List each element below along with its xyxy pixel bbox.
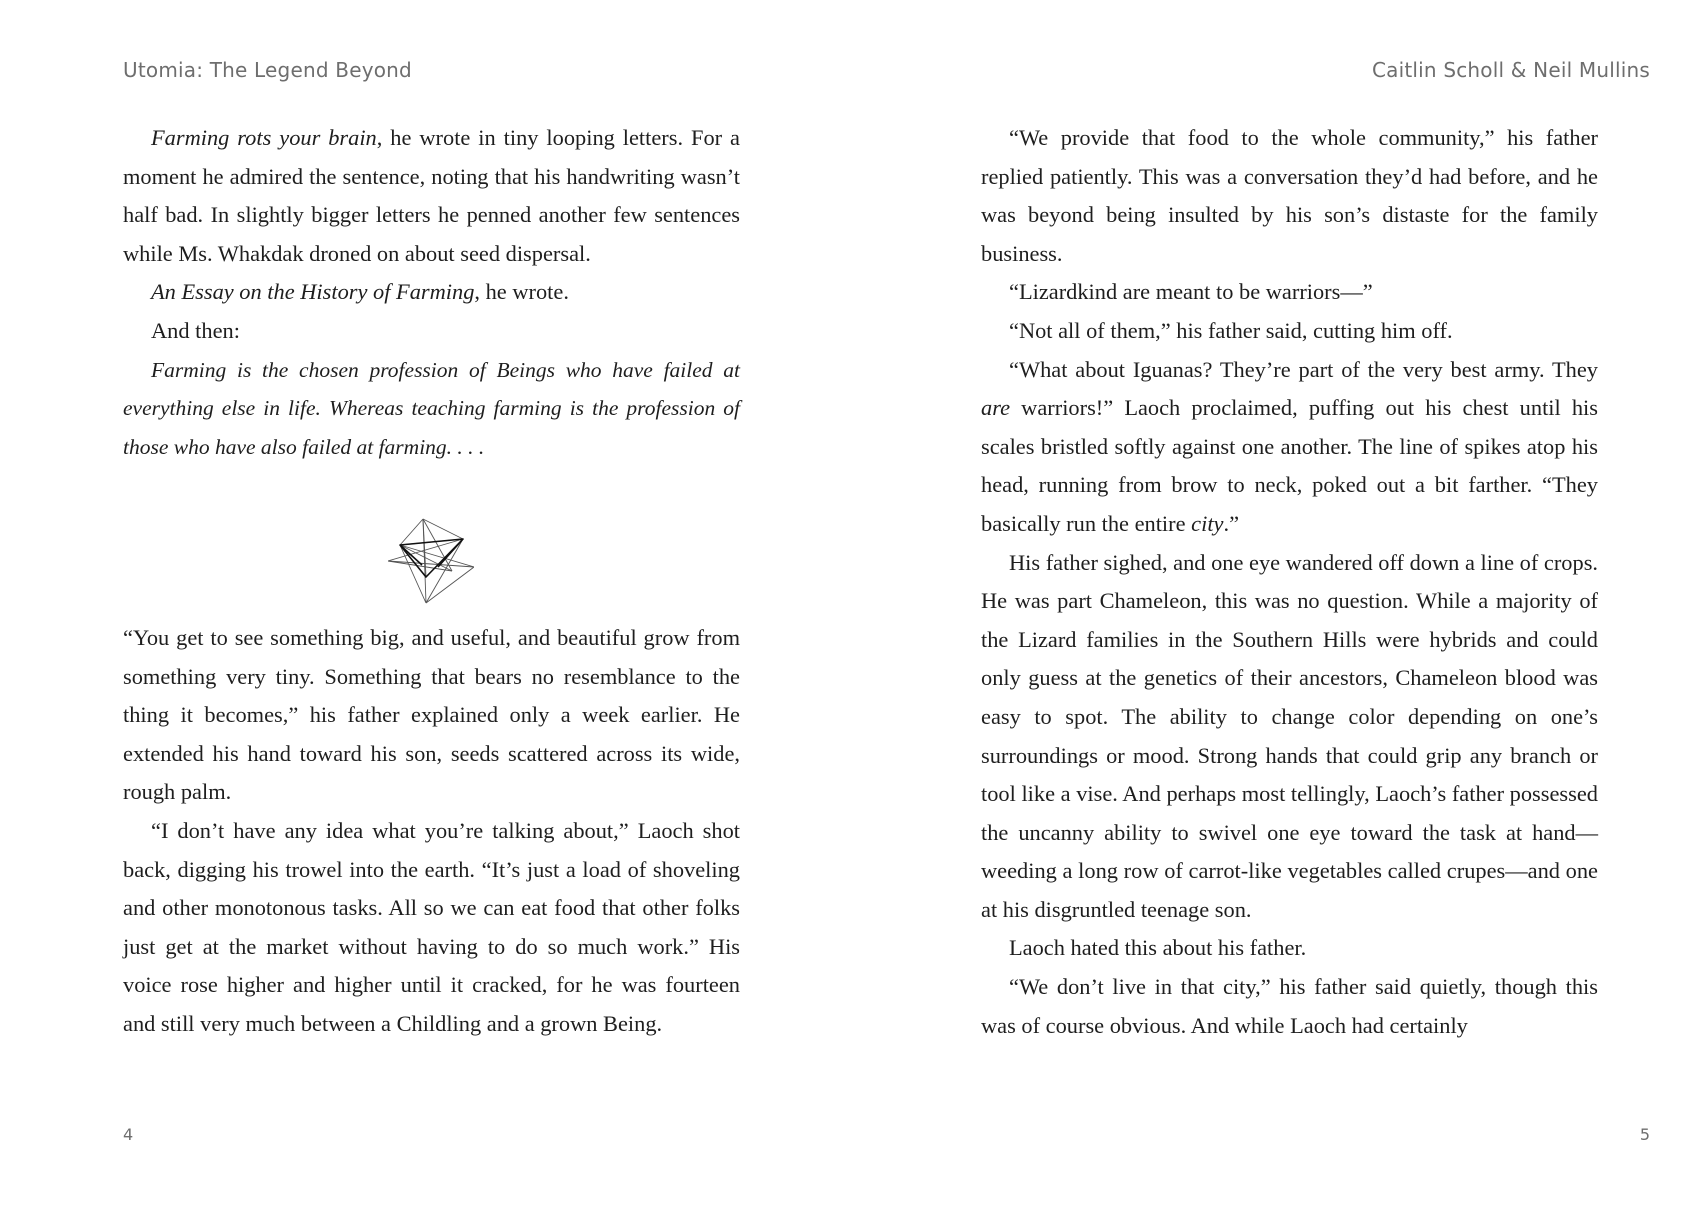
paragraph <box>981 351 1598 544</box>
paragraph <box>123 119 740 273</box>
paragraph-text: , he wrote. <box>474 279 569 305</box>
star-polyhedron-ornament-icon <box>388 517 474 607</box>
paragraph-text: “What about Iguanas? They’re part of the very best army. They <box>1009 356 1598 382</box>
text-block-upper <box>123 119 740 466</box>
italic-word: are <box>981 395 1011 421</box>
paragraph: “We provide that food to the whole community,” his father replied patiently. This was a conversation they’d had before, and he was beyond being insulted by his son’s distaste for the family business. <box>981 125 1598 266</box>
page-number: 5 <box>1639 1125 1650 1144</box>
paragraph: “Not all of them,” his father said, cutting him off. <box>1009 317 1453 343</box>
page-number: 4 <box>123 1125 134 1144</box>
paragraph: “Lizardkind are meant to be warriors—” <box>1009 279 1373 305</box>
right-page <box>850 0 1700 1214</box>
running-head-authors: Caitlin Scholl & Neil Mullins <box>1371 58 1650 82</box>
italic-phrase: An Essay on the History of Farming <box>151 279 475 305</box>
paragraph: “I don’t have any idea what you’re talking about,” Laoch shot back, digging his trowel into the earth. “It’s just a load of shoveling and other monotonous tasks. All so we can eat food that other folks just get at the market without having to do so much work.” His voice rose higher and higher until it cracked, for he was fourteen and still very much between a Childling and a grown Being. <box>123 817 740 1036</box>
paragraph: Laoch hated this about his father. <box>1009 935 1307 961</box>
paragraph: “We don’t live in that city,” his father said quietly, though this was of course obvious. And while Laoch had certainly <box>981 974 1598 1038</box>
paragraph-text: .” <box>1223 510 1240 536</box>
paragraph: And then: <box>151 317 240 343</box>
italic-paragraph: Farming is the chosen profession of Beings who have failed at everything else in life. Whereas teaching farming is the profession of those who have also failed at farming. . . . <box>123 357 740 459</box>
paragraph: His father sighed, and one eye wandered off down a line of crops. He was part Chameleon, this was no question. While a majority of the Lizard families in the Southern Hills were hybrids and could only guess at the genetics of their ancestors, Chameleon blood was easy to spot. The ability to change color depending on one’s surroundings or mood. Strong hands that could grip any branch or tool like a vise. And perhaps most tellingly, Laoch’s father possessed the uncanny ability to swivel one eye toward the task at hand—weeding a long row of carrot-like vegetables called crupes—and one at his disgruntled teenage son. <box>981 549 1599 922</box>
running-head-title: Utomia: The Legend Beyond <box>123 58 412 82</box>
italic-phrase: Farming rots your brain <box>151 125 377 150</box>
italic-word: city <box>1191 510 1224 536</box>
paragraph-text: , he wrote in tiny looping letters. For a moment he admired the sentence, noting that his handwriting wasn’t half bad. In slightly bigger letters he penned another few sentences while Ms. Whakdak droned on about seed dispersal. <box>123 125 740 266</box>
paragraph <box>123 273 740 312</box>
text-block-lower <box>123 619 740 1044</box>
paragraph: “You get to see something big, and useful, and beautiful grow from something very tiny. Something that bears no resemblance to the thing it becomes,” his father explained only a week earlier. He extended his hand toward his son, seeds scattered across its wide, rough palm. <box>123 625 740 805</box>
text-block <box>981 119 1598 1045</box>
paragraph-text: warriors!” Laoch proclaimed, puffing out his chest until his scales bristled softly against one another. The line of spikes atop his head, running from brow to neck, poked out a bit farther. “They basically run the entire <box>981 395 1598 536</box>
